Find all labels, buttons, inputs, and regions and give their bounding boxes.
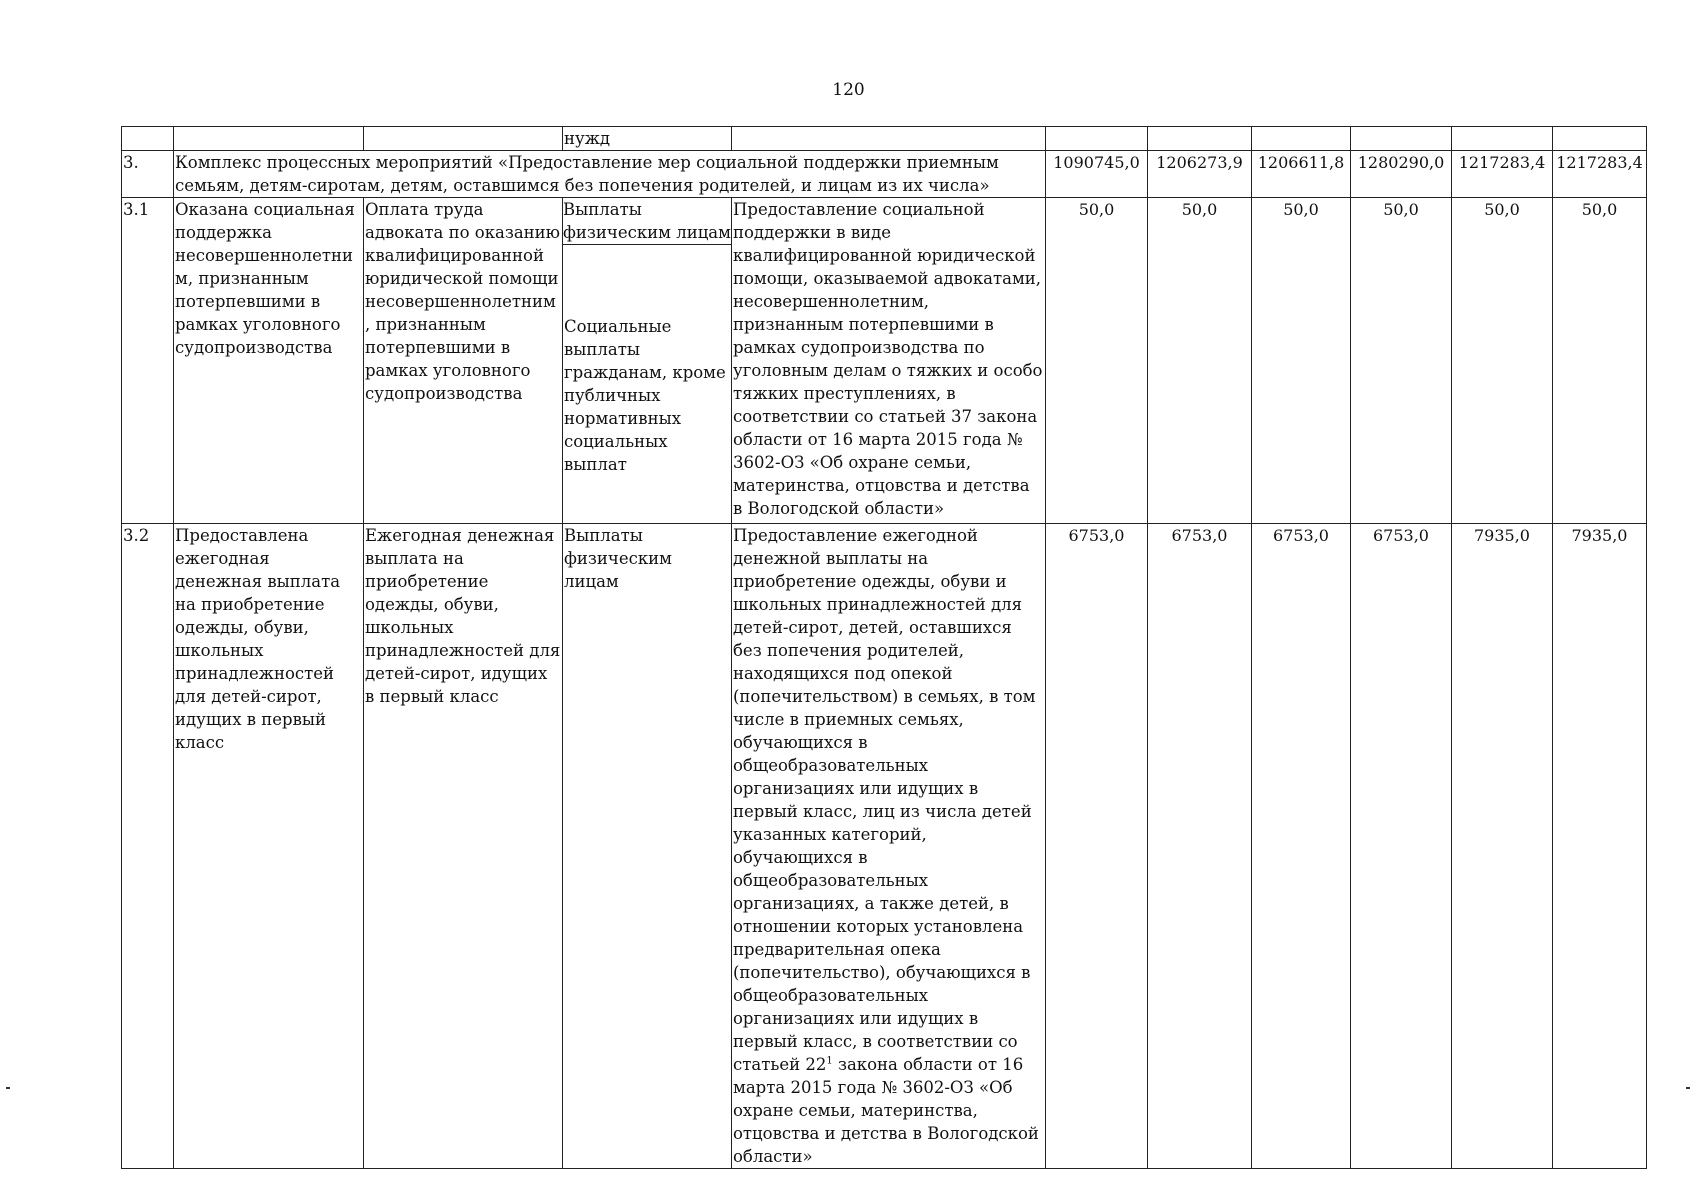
cell-empty	[1046, 127, 1148, 151]
description-cell: Предоставление социальной поддержки в виде квалифицированной юридической помощи, оказываемой адвокатами, несовершеннолетним, признанным потерпевшими в рамках судопроизводства по уголовным делам о тяжких и особо тяжких преступлениях, в соответствии со статьей 37 закона области от 16 марта 2015 года № 3602-ОЗ «Об охране семьи, материнства, отцовства и детства в Вологодской области»	[732, 198, 1046, 524]
value-cell: 50,0	[1252, 198, 1351, 524]
value-cell: 1217283,4	[1452, 151, 1553, 198]
value-cell: 6753,0	[1148, 524, 1252, 1169]
cell-empty	[732, 127, 1046, 151]
value-cell: 1090745,0	[1046, 151, 1148, 198]
value-cell: 50,0	[1046, 198, 1148, 524]
value-cell: 50,0	[1351, 198, 1452, 524]
row-number: 3.2	[122, 524, 174, 1169]
value-cell: 1280290,0	[1351, 151, 1452, 198]
cell-empty	[122, 127, 174, 151]
description-cell	[732, 524, 1046, 1169]
value-cell: 1206273,9	[1148, 151, 1252, 198]
source-cell: нужд	[563, 127, 732, 151]
row-3-2	[122, 524, 1647, 1169]
value-cell: 50,0	[1553, 198, 1647, 524]
cell-empty	[1553, 127, 1647, 151]
measure-cell: Ежегодная денежная выплата на приобретение одежды, обуви, школьных принадлежностей для детей-сирот, идущих в первый класс	[364, 524, 563, 1169]
cell-empty	[1252, 127, 1351, 151]
row-3-1	[122, 198, 1647, 524]
expense-type-top: Выплаты физическим лицам	[562, 198, 732, 245]
scan-mark-right	[1686, 1087, 1690, 1089]
row-number: 3.1	[122, 198, 174, 524]
expense-type-bottom: Социальные выплаты гражданам, кроме публичных нормативных социальных выплат	[564, 317, 726, 474]
expense-type-cell	[563, 198, 732, 524]
article-superscript: 1	[826, 1055, 833, 1067]
continuation-row	[122, 127, 1647, 151]
budget-table	[121, 126, 1647, 1169]
value-cell: 50,0	[1148, 198, 1252, 524]
section-3-row	[122, 151, 1647, 198]
description-text-end: закона области от 16 марта 2015 года № 3602-ОЗ «Об охране семьи, материнства, отцовства и детства в Вологодской области»	[733, 1055, 1039, 1166]
description-text: Предоставление ежегодной денежной выплаты на приобретение одежды, обуви и школьных принадлежностей для детей-сирот, детей, оставшихся без попечения родителей, находящихся под опекой (попечительством) в семьях, в том числе в приемных семьях, обучающихся в общеобразовательных организациях или идущих в первый класс, лиц из числа детей указанных категорий, обучающихся в общеобразовательных организациях, а также детей, в отношении которых установлена предварительная опека (попечительство), обучающихся в общеобразовательных организациях или идущих в первый класс, в соответствии со статьей 22	[733, 526, 1036, 1074]
cell-empty	[1351, 127, 1452, 151]
result-cell: Предоставлена ежегодная денежная выплата на приобретение одежды, обуви, школьных принадлежностей для детей-сирот, идущих в первый класс	[174, 524, 364, 1169]
value-cell: 1217283,4	[1553, 151, 1647, 198]
scan-mark-left	[6, 1087, 10, 1089]
result-cell: Оказана социальная поддержка несовершеннолетним, признанным потерпевшими в рамках уголовного судопроизводства	[174, 198, 364, 524]
cell-empty	[174, 127, 364, 151]
cell-empty	[1148, 127, 1252, 151]
section-title: Комплекс процессных мероприятий «Предоставление мер социальной поддержки приемным семьям, детям-сиротам, детям, оставшимся без попечения родителей, и лицам из их числа»	[174, 151, 1046, 198]
value-cell: 6753,0	[1252, 524, 1351, 1169]
row-number: 3.	[122, 151, 174, 198]
page-number: 120	[832, 80, 865, 100]
value-cell: 50,0	[1452, 198, 1553, 524]
value-cell: 6753,0	[1046, 524, 1148, 1169]
value-cell: 6753,0	[1351, 524, 1452, 1169]
cell-empty	[364, 127, 563, 151]
cell-empty	[1452, 127, 1553, 151]
value-cell: 1206611,8	[1252, 151, 1351, 198]
value-cell: 7935,0	[1553, 524, 1647, 1169]
measure-cell: Оплата труда адвоката по оказанию квалифицированной юридической помощи несовершеннолетним, признанным потерпевшими в рамках уголовного судопроизводства	[364, 198, 563, 524]
expense-type-cell: Выплаты физическим лицам	[563, 524, 732, 1169]
value-cell: 7935,0	[1452, 524, 1553, 1169]
